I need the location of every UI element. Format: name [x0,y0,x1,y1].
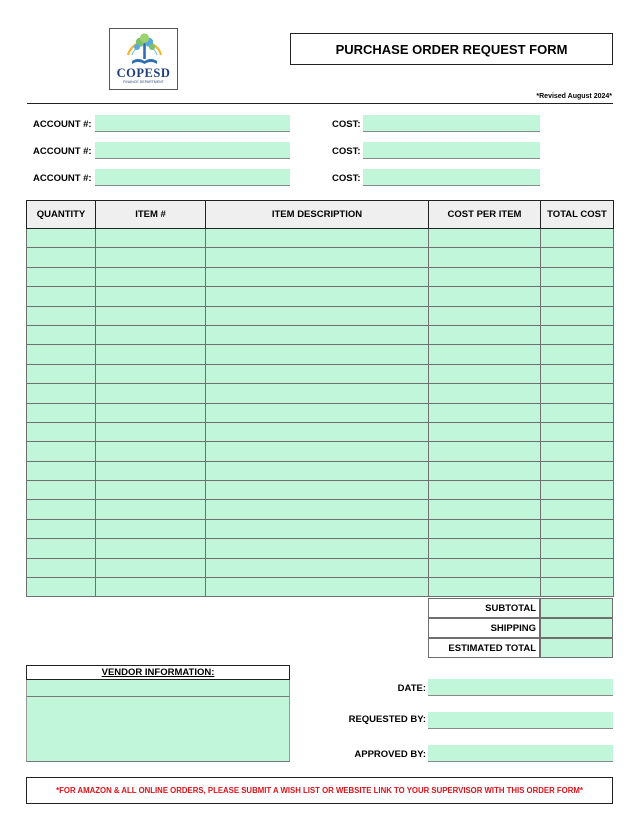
online-orders-notice: *FOR AMAZON & ALL ONLINE ORDERS, PLEASE SUBMIT A WISH LIST OR WEBSITE LINK TO YOUR SUPERVISOR WITH THIS ORDER FORM* [26,777,613,804]
header-divider [27,103,613,104]
requested-by-label: REQUESTED BY: [348,714,426,725]
item-number-cell[interactable] [96,558,206,577]
item-number-cell[interactable] [96,248,206,267]
item-description-cell[interactable] [206,442,429,461]
approved-by-label: APPROVED BY: [354,749,426,760]
item-description-cell[interactable] [206,267,429,286]
total-cost-cell[interactable] [541,442,614,461]
quantity-cell[interactable] [27,461,96,480]
quantity-cell[interactable] [27,287,96,306]
quantity-cell[interactable] [27,267,96,286]
table-row [27,442,614,461]
cost-per-item-cell[interactable] [429,384,541,403]
item-description-cell[interactable] [206,384,429,403]
revised-date: *Revised August 2024* [536,93,612,100]
cost-per-item-cell[interactable] [429,287,541,306]
item-number-cell[interactable] [96,287,206,306]
cost-per-item-cell[interactable] [429,325,541,344]
item-description-cell[interactable] [206,578,429,597]
item-number-cell[interactable] [96,500,206,519]
account-field-1[interactable] [95,115,290,132]
shipping-field[interactable] [540,618,613,638]
quantity-cell[interactable] [27,248,96,267]
table-row [27,248,614,267]
total-cost-cell[interactable] [541,539,614,558]
quantity-cell[interactable] [27,306,96,325]
date-field[interactable] [428,679,613,696]
total-cost-cell[interactable] [541,558,614,577]
table-row [27,481,614,500]
item-number-cell[interactable] [96,442,206,461]
quantity-cell[interactable] [27,345,96,364]
logo-name: COPESD [116,66,171,80]
total-cost-cell[interactable] [541,384,614,403]
cost-per-item-cell[interactable] [429,229,541,248]
item-description-cell[interactable] [206,345,429,364]
item-number-cell[interactable] [96,325,206,344]
logo-subtitle: FINANCE DEPARTMENT [123,80,164,84]
cost-label-1: COST: [332,119,361,130]
cost-field-3[interactable] [363,169,540,186]
cost-per-item-cell[interactable] [429,500,541,519]
quantity-cell[interactable] [27,422,96,441]
item-number-cell[interactable] [96,267,206,286]
table-row [27,539,614,558]
item-description-cell[interactable] [206,558,429,577]
total-cost-cell[interactable] [541,403,614,422]
approved-by-field[interactable] [428,745,613,762]
table-row [27,287,614,306]
quantity-cell[interactable] [27,403,96,422]
item-number-cell[interactable] [96,229,206,248]
cost-per-item-cell[interactable] [429,461,541,480]
estimated-total-field[interactable] [540,638,613,658]
header-item-number: ITEM # [96,201,206,229]
requested-by-field[interactable] [428,712,613,729]
account-field-3[interactable] [95,169,290,186]
total-cost-cell[interactable] [541,578,614,597]
header-item-description: ITEM DESCRIPTION [206,201,429,229]
item-number-cell[interactable] [96,364,206,383]
total-cost-cell[interactable] [541,364,614,383]
item-number-cell[interactable] [96,578,206,597]
quantity-cell[interactable] [27,519,96,538]
header-cost-per-item: COST PER ITEM [429,201,541,229]
item-number-cell[interactable] [96,519,206,538]
item-description-cell[interactable] [206,306,429,325]
copesd-logo [109,28,178,90]
quantity-cell[interactable] [27,500,96,519]
cost-per-item-cell[interactable] [429,364,541,383]
header-total-cost: TOTAL COST [541,201,614,229]
cost-per-item-cell[interactable] [429,442,541,461]
item-number-cell[interactable] [96,422,206,441]
items-table [26,200,614,597]
form-title: PURCHASE ORDER REQUEST FORM [290,33,613,65]
account-label-1: ACCOUNT #: [33,119,92,130]
cost-label-2: COST: [332,146,361,157]
item-description-cell[interactable] [206,422,429,441]
vendor-info-line[interactable] [26,713,290,730]
table-row [27,500,614,519]
total-cost-cell[interactable] [541,519,614,538]
shipping-label: SHIPPING [428,618,540,638]
vendor-info-line[interactable] [26,697,290,714]
vendor-info-line[interactable] [26,729,290,746]
cost-per-item-cell[interactable] [429,578,541,597]
cost-per-item-cell[interactable] [429,345,541,364]
table-row [27,364,614,383]
account-field-2[interactable] [95,142,290,159]
total-cost-cell[interactable] [541,248,614,267]
table-row [27,558,614,577]
items-body [27,229,614,597]
item-description-cell[interactable] [206,481,429,500]
header-quantity: QUANTITY [27,201,96,229]
cost-per-item-cell[interactable] [429,422,541,441]
quantity-cell[interactable] [27,325,96,344]
table-row [27,229,614,248]
vendor-information-header: VENDOR INFORMATION: [26,665,290,680]
table-row [27,306,614,325]
item-number-cell[interactable] [96,403,206,422]
quantity-cell[interactable] [27,442,96,461]
item-description-cell[interactable] [206,229,429,248]
quantity-cell[interactable] [27,481,96,500]
total-cost-cell[interactable] [541,345,614,364]
item-description-cell[interactable] [206,539,429,558]
quantity-cell[interactable] [27,364,96,383]
subtotal-field[interactable] [540,598,613,618]
cost-per-item-cell[interactable] [429,519,541,538]
cost-per-item-cell[interactable] [429,403,541,422]
item-description-cell[interactable] [206,500,429,519]
item-description-cell[interactable] [206,248,429,267]
total-cost-cell[interactable] [541,267,614,286]
items-header-row [27,201,614,229]
total-cost-cell[interactable] [541,229,614,248]
cost-per-item-cell[interactable] [429,306,541,325]
cost-per-item-cell[interactable] [429,248,541,267]
quantity-cell[interactable] [27,229,96,248]
table-row [27,461,614,480]
tree-book-logo-icon [110,29,179,69]
cost-per-item-cell[interactable] [429,481,541,500]
item-number-cell[interactable] [96,481,206,500]
total-cost-cell[interactable] [541,500,614,519]
date-label: DATE: [397,683,426,694]
cost-per-item-cell[interactable] [429,558,541,577]
item-description-cell[interactable] [206,287,429,306]
total-cost-cell[interactable] [541,287,614,306]
table-row [27,422,614,441]
item-description-cell[interactable] [206,461,429,480]
total-cost-cell[interactable] [541,481,614,500]
table-row [27,384,614,403]
table-row [27,578,614,597]
cost-per-item-cell[interactable] [429,267,541,286]
table-row [27,519,614,538]
item-number-cell[interactable] [96,306,206,325]
quantity-cell[interactable] [27,384,96,403]
table-row [27,267,614,286]
item-number-cell[interactable] [96,539,206,558]
item-number-cell[interactable] [96,384,206,403]
cost-per-item-cell[interactable] [429,539,541,558]
quantity-cell[interactable] [27,558,96,577]
total-cost-cell[interactable] [541,461,614,480]
cost-field-2[interactable] [363,142,540,159]
cost-field-1[interactable] [363,115,540,132]
quantity-cell[interactable] [27,539,96,558]
account-label-3: ACCOUNT #: [33,173,92,184]
cost-label-3: COST: [332,173,361,184]
item-description-cell[interactable] [206,325,429,344]
total-cost-cell[interactable] [541,306,614,325]
total-cost-cell[interactable] [541,422,614,441]
item-number-cell[interactable] [96,345,206,364]
quantity-cell[interactable] [27,578,96,597]
item-description-cell[interactable] [206,364,429,383]
account-label-2: ACCOUNT #: [33,146,92,157]
table-row [27,325,614,344]
vendor-info-line[interactable] [26,680,290,697]
vendor-info-line[interactable] [26,745,290,762]
estimated-total-label: ESTIMATED TOTAL [428,638,540,658]
subtotal-label: SUBTOTAL [428,598,540,618]
table-row [27,345,614,364]
total-cost-cell[interactable] [541,325,614,344]
item-description-cell[interactable] [206,403,429,422]
item-number-cell[interactable] [96,461,206,480]
item-description-cell[interactable] [206,519,429,538]
table-row [27,403,614,422]
